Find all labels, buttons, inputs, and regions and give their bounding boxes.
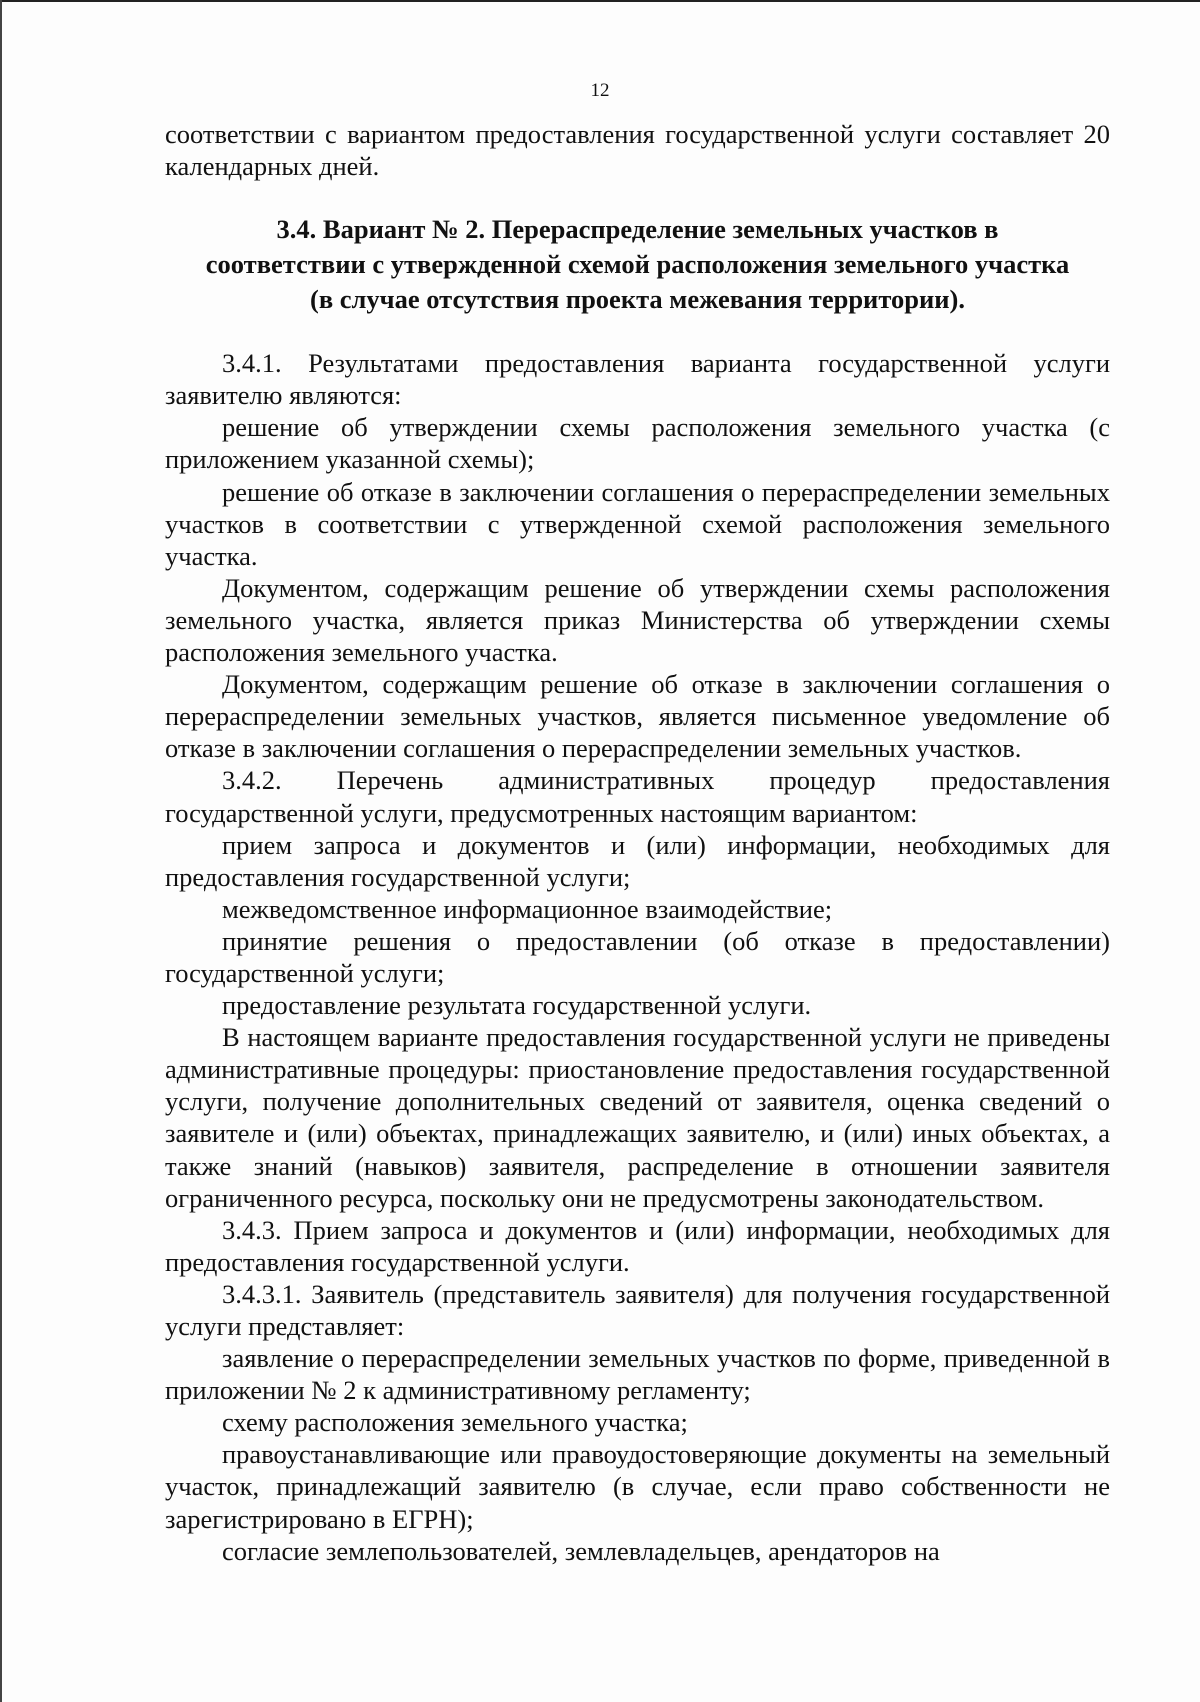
list-item-procedure: прием запроса и документов и (или) информации, необходимых для предоставления государственной услуги; bbox=[165, 829, 1110, 892]
paragraph-3-4-2: 3.4.2. Перечень административных процедур предоставления государственной услуги, предусмотренных настоящим вариантом: bbox=[165, 765, 1110, 828]
continuation-paragraph: соответствии с вариантом предоставления государственной услуги составляет 20 календарных дней. bbox=[165, 119, 1110, 182]
list-item-procedure: принятие решения о предоставлении (об отказе в предоставлении) государственной услуги; bbox=[165, 925, 1110, 988]
scan-left-edge bbox=[0, 0, 2, 1702]
section-heading-line: 3.4. Вариант № 2. Перераспределение земельных участков в bbox=[276, 214, 999, 245]
paragraph-3-4-1: 3.4.1. Результатами предоставления варианта государственной услуги заявителю являются: bbox=[165, 348, 1110, 411]
section-heading-line: соответствии с утвержденной схемой расположения земельного участка bbox=[205, 249, 1070, 280]
section-heading bbox=[165, 212, 1110, 317]
list-item-document: согласие землепользователей, землевладельцев, арендаторов на bbox=[222, 1535, 940, 1566]
list-item-document: схему расположения земельного участка; bbox=[222, 1407, 688, 1438]
scan-top-edge bbox=[0, 0, 1200, 2]
page-number: 12 bbox=[590, 80, 610, 101]
list-item-document: заявление о перераспределении земельных участков по форме, приведенной в приложении № 2 к административному регламенту; bbox=[165, 1343, 1110, 1406]
section-heading-line: (в случае отсутствия проекта межевания территории). bbox=[310, 284, 965, 315]
paragraph-excluded-procedures: В настоящем варианте предоставления государственной услуги не приведены административные процедуры: приостановление предоставления государственной услуги, получение дополнительных сведений от заявителя, оценка сведений о заявителе и (или) объектах, принадлежащих заявителю, и (или) иных объектах, а также знаний (навыков) заявителя, распределение в отношении заявителя ограниченного ресурса, поскольку они не предусмотрены законодательством. bbox=[165, 1022, 1110, 1213]
paragraph-refusal-document: Документом, содержащим решение об отказе в заключении соглашения о перераспределении земельных участков, является письменное уведомление об отказе в заключении соглашения о перераспределении земельных участков. bbox=[165, 669, 1110, 764]
list-item-document: правоустанавливающие или правоудостоверяющие документы на земельный участок, принадлежащий заявителю (в случае, если право собственности не зарегистрировано в ЕГРН); bbox=[165, 1439, 1110, 1534]
paragraph-3-4-3-1: 3.4.3.1. Заявитель (представитель заявителя) для получения государственной услуги представляет: bbox=[165, 1278, 1110, 1341]
list-item-result-approval: решение об утверждении схемы расположения земельного участка (с приложением указанной схемы); bbox=[165, 412, 1110, 475]
paragraph-3-4-3: 3.4.3. Прием запроса и документов и (или) информации, необходимых для предоставления государственной услуги. bbox=[165, 1214, 1110, 1277]
document-body bbox=[165, 118, 1110, 1567]
list-item-procedure: межведомственное информационное взаимодействие; bbox=[222, 893, 833, 924]
paragraph-approval-document: Документом, содержащим решение об утверждении схемы расположения земельного участка, является приказ Министерства об утверждении схемы расположения земельного участка. bbox=[165, 572, 1110, 668]
list-item-procedure: предоставление результата государственной услуги. bbox=[222, 990, 812, 1021]
list-item-result-refusal: решение об отказе в заключении соглашения о перераспределении земельных участков в соответствии с утвержденной схемой расположения земельного участка. bbox=[165, 476, 1110, 571]
